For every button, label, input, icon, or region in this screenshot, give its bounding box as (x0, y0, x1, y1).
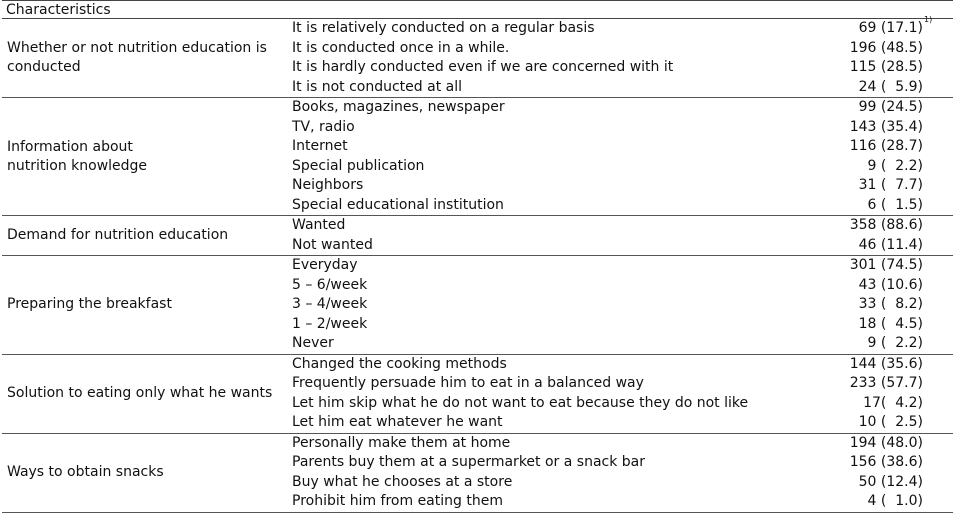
row-item-label: Internet (292, 138, 348, 154)
table-row (2, 413, 953, 433)
group-label: Whether or not nutrition education is conducted (7, 40, 267, 75)
row-value (850, 355, 923, 375)
row-value (868, 157, 923, 177)
row-value (859, 473, 923, 493)
row-value-text: 10 ( 2.5) (858, 414, 923, 430)
row-item-label: Prohibit him from eating them (292, 493, 503, 509)
table-row (2, 39, 953, 59)
table-body (2, 15, 953, 513)
row-item-label: It is hardly conducted even if we are concerned with it (292, 59, 674, 75)
row-value (859, 176, 923, 196)
group-label: Demand for nutrition education (7, 227, 229, 243)
row-value-text: 196 (48.5) (849, 39, 923, 56)
row-value-text: 115 (28.5) (849, 59, 923, 75)
table-row (2, 58, 953, 78)
row-value (859, 98, 923, 118)
row-value (850, 39, 923, 59)
table-group (2, 355, 953, 434)
table-row (2, 216, 953, 236)
row-item-label: It is relatively conducted on a regular basis (292, 20, 595, 36)
table-header-row (2, 0, 953, 19)
table-group (2, 98, 953, 216)
table-row (2, 176, 953, 196)
row-item-label: Wanted (292, 217, 346, 233)
row-item-label: 5 – 6/week (292, 276, 368, 293)
row-value-text: 31 ( 7.7) (858, 177, 923, 193)
row-item-label: Not wanted (292, 236, 373, 253)
row-value-text: 194 (48.0) (849, 434, 923, 451)
row-value-text: 358 (88.6) (849, 217, 923, 233)
group-label: Information about nutrition knowledge (7, 138, 148, 174)
row-value-text: 156 (38.6) (849, 454, 923, 470)
row-value (863, 394, 923, 414)
row-value (850, 216, 923, 236)
row-item-label: TV, radio (292, 118, 355, 135)
row-item-label: Let him eat whatever he want (292, 414, 503, 430)
table-row (2, 473, 953, 493)
row-value (850, 58, 923, 78)
table-row (2, 394, 953, 414)
table-row (2, 236, 953, 256)
group-label: Preparing the breakfast (7, 296, 172, 313)
table-row (2, 196, 953, 216)
row-value (859, 236, 923, 256)
table-row (2, 78, 953, 98)
row-item-label: It is not conducted at all (292, 78, 462, 95)
row-value (859, 276, 923, 296)
data-table (2, 0, 953, 513)
characteristics-header: Characteristics (6, 2, 111, 18)
table-row (2, 374, 953, 394)
row-item-label: Frequently persuade him to eat in a balanced way (292, 375, 644, 391)
row-value (859, 315, 923, 335)
table-row (2, 15, 953, 39)
row-item-label: It is conducted once in a while. (292, 39, 510, 56)
row-value-text: 43 (10.6) (858, 276, 923, 293)
table-row (2, 334, 953, 354)
row-value-text: 69 (17.1) (858, 20, 923, 36)
row-item-label: Let him skip what he do not want to eat because they do not like (292, 394, 749, 411)
row-value-text: 24 ( 5.9) (858, 78, 923, 95)
row-value-text: 4 ( 1.0) (867, 493, 923, 509)
table-group (2, 434, 953, 513)
row-item-label: Neighbors (292, 177, 364, 193)
table-group (2, 15, 953, 98)
row-value (868, 196, 923, 216)
row-value (850, 118, 923, 138)
row-value-text: 9 ( 2.2) (867, 157, 923, 174)
row-value-text: 6 ( 1.5) (867, 196, 923, 213)
row-value-text: 144 (35.6) (849, 355, 923, 372)
table-row (2, 492, 953, 512)
row-item-label: Changed the cooking methods (292, 355, 507, 372)
row-value-text: 301 (74.5) (849, 257, 923, 273)
table-group (2, 256, 953, 355)
table-row (2, 137, 953, 157)
row-value (858, 15, 933, 39)
row-value (850, 434, 923, 454)
table-row (2, 434, 953, 454)
row-value-text: 233 (57.7) (849, 375, 923, 391)
group-label: Ways to obtain snacks (7, 464, 164, 480)
row-value-text: 46 (11.4) (858, 236, 923, 253)
row-value (850, 256, 923, 276)
row-value (859, 295, 923, 315)
table-row (2, 355, 953, 375)
row-value-text: 50 (12.4) (858, 473, 923, 490)
row-item-label: Special educational institution (292, 196, 504, 213)
table-group (2, 216, 953, 256)
row-item-label: Everyday (292, 257, 358, 273)
table-row (2, 118, 953, 138)
table-row (2, 276, 953, 296)
row-item-label: Parents buy them at a supermarket or a snack bar (292, 454, 646, 470)
row-value-text: 33 ( 8.2) (858, 296, 923, 312)
row-value-text: 18 ( 4.5) (858, 315, 923, 332)
row-item-label: Buy what he chooses at a store (292, 473, 513, 490)
table-row (2, 295, 953, 315)
row-value-text: 143 (35.4) (849, 118, 923, 135)
row-value (868, 334, 923, 354)
row-value (859, 78, 923, 98)
table-row (2, 256, 953, 276)
row-item-label: Personally make them at home (292, 434, 511, 451)
table-row (2, 157, 953, 177)
row-value-text: 17( 4.2) (863, 394, 923, 411)
footnote-marker: 1) (924, 15, 933, 24)
row-item-label: Special publication (292, 157, 425, 174)
row-value-text: 99 (24.5) (858, 99, 923, 115)
row-item-label: Never (292, 335, 334, 351)
row-item-label: Books, magazines, newspaper (292, 99, 505, 115)
table-row (2, 98, 953, 118)
row-item-label: 1 – 2/week (292, 315, 368, 332)
group-label: Solution to eating only what he wants (7, 385, 273, 401)
table-row (2, 453, 953, 473)
row-value (868, 492, 923, 512)
row-value-text: 116 (28.7) (849, 138, 923, 154)
row-value (850, 453, 923, 473)
row-value (850, 374, 923, 394)
row-value (850, 137, 923, 157)
row-item-label: 3 – 4/week (292, 296, 368, 312)
row-value (859, 413, 923, 433)
table-row (2, 315, 953, 335)
row-value-text: 9 ( 2.2) (867, 335, 923, 351)
